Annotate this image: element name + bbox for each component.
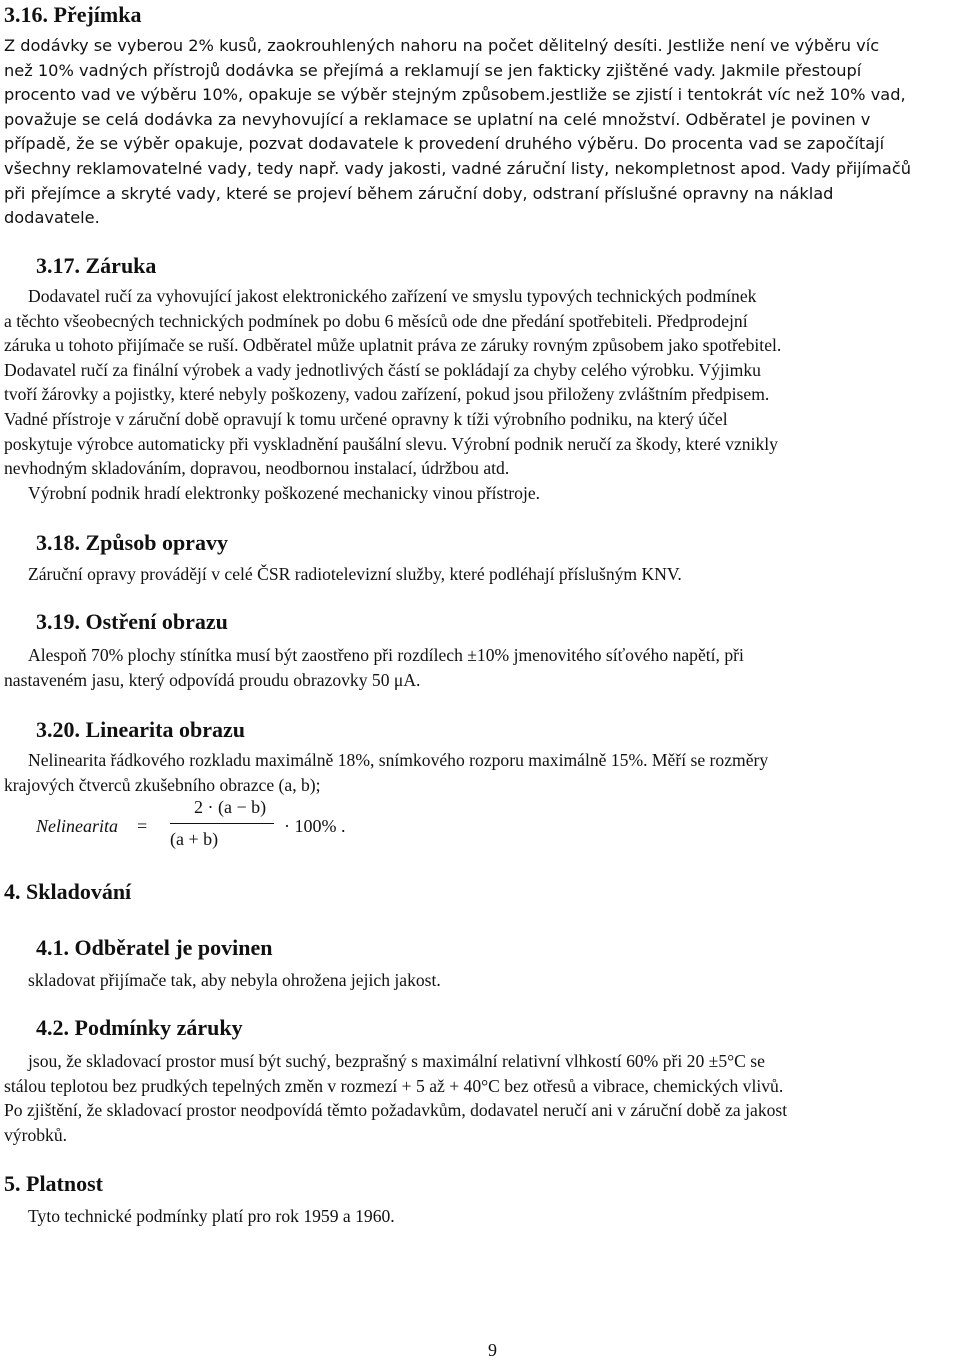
- section-4: [4, 879, 956, 905]
- section-heading: 3.17. Záruka: [36, 253, 157, 278]
- section-heading: 4.2. Podmínky záruky: [36, 1015, 243, 1040]
- section-4-2: [36, 1015, 960, 1041]
- text-line: Nelinearita řádkového rozkladu maximálně 18%, snímkového rozporu maximálně 15%. Měří se rozměry: [28, 750, 769, 770]
- section-3-19-body: [4, 643, 956, 692]
- text-line: jsou, že skladovací prostor musí být suchý, bezprašný s maximální relativní vlhkostí 60% při 20 ±5°C se: [28, 1051, 765, 1071]
- fraction-bar: [170, 823, 274, 824]
- section-3-18-body: [4, 562, 956, 587]
- text-line: krajových čtverců zkušebního obrazce (a, b);: [4, 774, 321, 795]
- section-3-16-body: [4, 34, 956, 231]
- text-line: Dodavatel ručí za vyhovující jakost elektronického zařízení ve smyslu typových technických podmínek: [28, 286, 757, 306]
- section-heading: 3.18. Způsob opravy: [36, 530, 228, 555]
- section-heading: 4.1. Odběratel je povinen: [36, 935, 273, 960]
- section-3-16: [4, 2, 956, 28]
- text-line: skladovat přijímače tak, aby nebyla ohrožena jejich jakost.: [28, 970, 441, 990]
- formula-equals: =: [137, 816, 148, 836]
- chapter-heading: 4. Skladování: [4, 879, 132, 904]
- text-line: Po zjištění, že skladovací prostor neodpovídá těmto požadavkům, dodavatel neručí ani v záruční době za jakost: [4, 1100, 788, 1121]
- text-line: Alespoň 70% plochy stínítka musí být zaostřeno při rozdílech ±10% jmenovitého síťového napětí, při: [28, 645, 744, 665]
- text-line: dodavatele.: [4, 208, 100, 228]
- text-line: stálou teplotou bez prudkých tepelných změn v rozmezí + 5 až + 40°C bez otřesů a vibrace, chemických vlivů.: [4, 1075, 784, 1096]
- text-line: při přejímce a skryté vady, které se projeví během záruční doby, odstraní příslušné opravny na náklad: [4, 183, 834, 203]
- section-heading: 3.20. Linearita obrazu: [36, 717, 245, 742]
- nonlinearity-formula: [36, 797, 436, 857]
- text-line: Vadné přístroje v záruční době opravují k tomu určené opravny k tíži výrobního podniku, na který účel: [4, 408, 728, 429]
- section-5: [4, 1171, 956, 1197]
- text-line: všechny reklamovatelné vady, tedy např. vady jakosti, vadné záruční listy, nekompletnost apod. Vady přijímačů: [4, 158, 912, 178]
- section-heading: 3.19. Ostření obrazu: [36, 609, 228, 634]
- text-line: a těchto všeobecných technických podmínek po dobu 6 měsíců ode dne předání spotřebiteli. Předprodejní: [4, 310, 748, 331]
- text-line: Z dodávky se vyberou 2% kusů, zaokrouhlených nahoru na počet dělitelný desíti. Jestliže není ve výběru víc: [4, 36, 880, 55]
- text-line: než 10% vadných přístrojů dodávka se přejímá a reklamují se jen fakticky zjištěné vady. Jakmile přestoupí: [4, 60, 862, 80]
- text-line: Výrobní podnik hradí elektronky poškozené mechanicky vinou přístroje.: [28, 482, 541, 503]
- text-line: Tyto technické podmínky platí pro rok 1959 a 1960.: [28, 1206, 395, 1226]
- formula-tail: · 100% .: [284, 816, 346, 836]
- section-3-18: [36, 530, 960, 556]
- section-3-17-body: [4, 284, 956, 505]
- section-4-2-body: [4, 1049, 956, 1147]
- text-line: záruka u tohoto přijímače se ruší. Odběratel může uplatnit práva ze záruky rovným způsobem jako spotřebitel.: [4, 335, 782, 356]
- formula-lhs: Nelinearita: [36, 816, 118, 836]
- section-3-19: [36, 609, 960, 635]
- chapter-heading: 5. Platnost: [4, 1171, 103, 1196]
- text-line: poskytuje výrobce automaticky při vyskladnění paušální slevu. Výrobní podnik neručí za škody, které vznikly: [4, 433, 778, 454]
- section-heading: 3.16. Přejímka: [4, 2, 142, 27]
- page-number: 9: [488, 1340, 497, 1360]
- section-4-1: [36, 935, 960, 961]
- text-line: tvoří žárovky a pojistky, které nebyly poškozeny, vadou zařízení, pokud jsou přiloženy zvláštním předpisem.: [4, 384, 770, 405]
- text-line: Dodavatel ručí za finální výrobek a vady jednotlivých částí se pokládají za chyby celého výrobku. Výjimku: [4, 359, 761, 380]
- text-line: procento vad ve výběru 10%, opakuje se výběr stejným způsobem.jestliže se zjistí i tentokrát víc než 10% vad,: [4, 85, 906, 105]
- section-3-20: [36, 717, 960, 743]
- section-5-body: [4, 1204, 956, 1229]
- text-line: nastaveném jasu, který odpovídá proudu obrazovky 50 μA.: [4, 669, 421, 690]
- section-3-20-body: [4, 748, 956, 797]
- section-4-1-body: [4, 968, 956, 993]
- text-line: nevhodným skladováním, dopravou, neodbornou instalací, údržbou atd.: [4, 458, 510, 479]
- text-line: výrobků.: [4, 1124, 68, 1145]
- text-line: Záruční opravy provádějí v celé ČSR radiotelevizní služby, které podléhají příslušným KNV.: [28, 564, 682, 584]
- text-line: případě, že se výběr opakuje, pozvat dodavatele k provedení druhého výběru. Do procenta vad se započítají: [4, 134, 885, 154]
- section-3-17: [36, 253, 960, 279]
- formula-numerator: 2 · (a − b): [194, 797, 267, 817]
- formula-denominator: (a + b): [170, 829, 219, 849]
- text-line: považuje se celá dodávka za nevyhovující a reklamace se uplatní na celé množství. Odběratel je povinen v: [4, 109, 871, 129]
